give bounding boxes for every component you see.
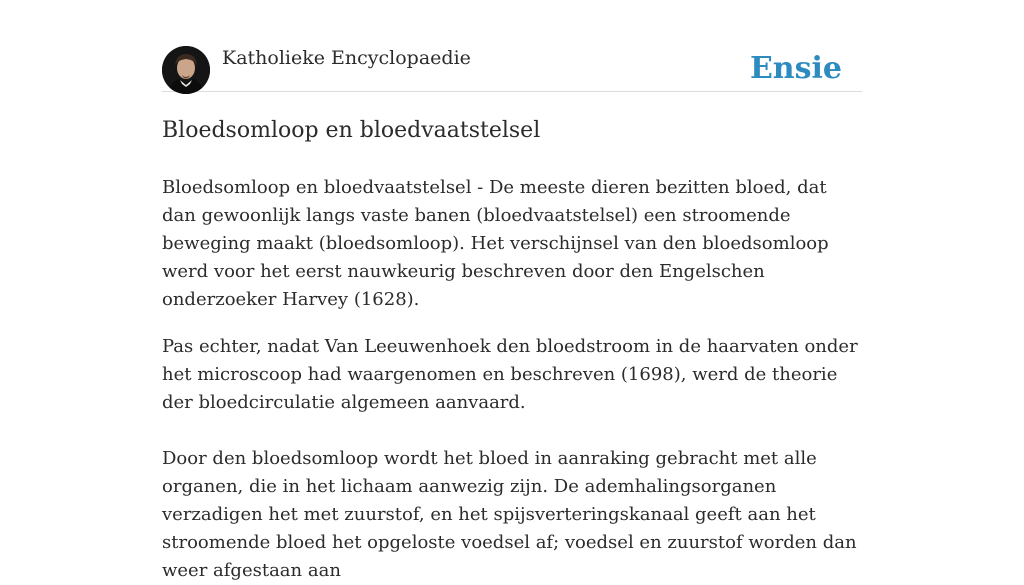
portrait-image — [162, 46, 210, 94]
page-container — [162, 0, 862, 585]
article-paragraph: Door den bloedsomloop wordt het bloed in aanraking gebracht met alle organen, die in het lichaam aanwezig zijn. De ademhalingsorganen verzadigen het met zuurstof, en het spijsverteringskanaal geeft aan het stroomende bloed het opgeloste voedsel af; voedsel en zuurstof worden dan weer afgestaan aan — [162, 448, 857, 581]
site-header — [162, 0, 862, 92]
article-body — [162, 174, 862, 585]
source-name[interactable]: Katholieke Encyclopaedie — [222, 47, 471, 69]
article-paragraph: Pas echter, nadat Van Leeuwenhoek den bloedstroom in de haarvaten onder het microscoop had waargenomen en beschreven (1698), werd de theorie der bloedcirculatie algemeen aanvaard. — [162, 336, 858, 413]
portrait-avatar-icon[interactable] — [162, 46, 210, 94]
article-title: Bloedsomloop en bloedvaatstelsel — [162, 118, 541, 143]
article-paragraph: Bloedsomloop en bloedvaatstelsel - De meeste dieren bezitten bloed, dat dan gewoonlijk langs vaste banen (bloedvaatstelsel) een stroomende beweging maakt (bloedsomloop). Het verschijnsel van den bloedsomloop werd voor het eerst nauwkeurig beschreven door den Engelschen onderzoeker Harvey (1628). — [162, 177, 829, 310]
brand-logo[interactable]: Ensie — [749, 51, 842, 86]
